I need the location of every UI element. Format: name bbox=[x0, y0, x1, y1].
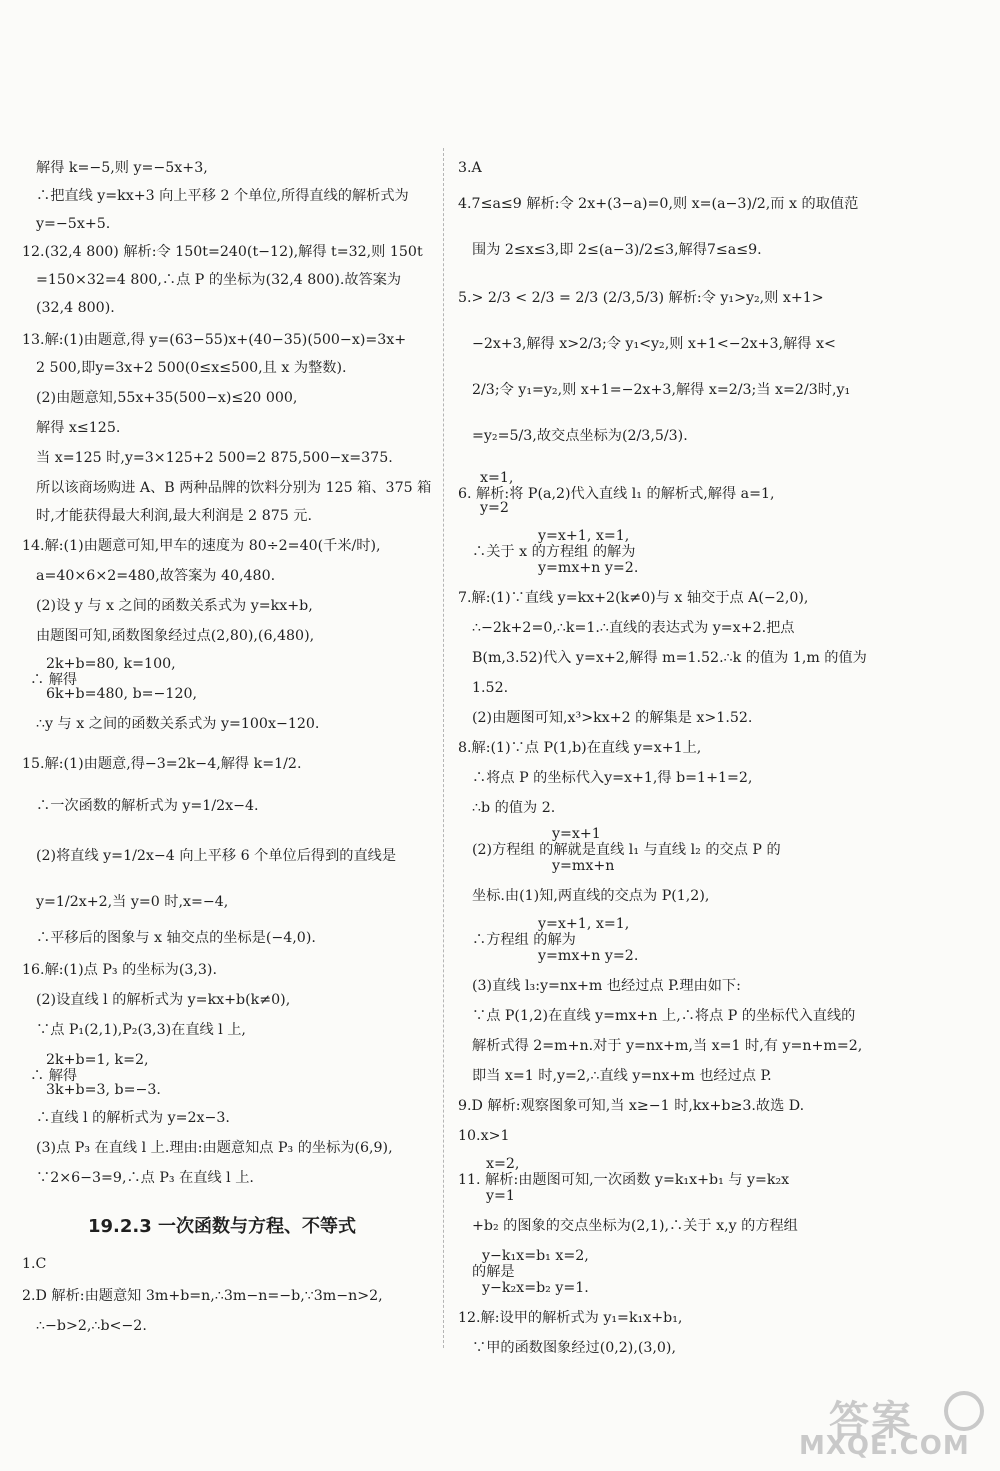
answer-line: 解析式得 2=m+n.对于 y=nx+m,当 x=1 时,有 y=n+m=2, bbox=[472, 1038, 863, 1054]
answer-line: y=−5x+5. bbox=[36, 216, 111, 232]
answer-line: 2 500,即y=3x+2 500(0≤x≤500,且 x 为整数). bbox=[36, 360, 347, 376]
section-heading: 19.2.3 一次函数与方程、不等式 bbox=[88, 1216, 357, 1237]
answer-line: y=x+1 bbox=[552, 826, 601, 842]
answer-line: ∴平移后的图象与 x 轴交点的坐标是(−4,0). bbox=[36, 930, 316, 946]
column-divider bbox=[443, 148, 444, 1348]
watermark-domain: MXQE.COM bbox=[799, 1431, 970, 1461]
answer-line: 4.7≤a≤9 解析:令 2x+(3−a)=0,则 x=(a−3)/2,而 x 的取值范 bbox=[458, 196, 859, 212]
answer-line: 11. 解析:由题图可知,一次函数 y=k₁x+b₁ 与 y=k₂x bbox=[458, 1172, 790, 1188]
answer-line: 2/3;令 y₁=y₂,则 x+1=−2x+3,解得 x=2/3;当 x=2/3时,y₁ bbox=[472, 382, 851, 398]
answer-line: 解得 x≤125. bbox=[36, 420, 121, 436]
answer-line: 1.52. bbox=[472, 680, 509, 696]
answer-line: ∴ 解得 bbox=[30, 1068, 78, 1084]
answer-line: (3)点 P₃ 在直线 l 上.理由:由题意知点 P₃ 的坐标为(6,9), bbox=[36, 1140, 393, 1156]
answer-line: −2x+3,解得 x>2/3;令 y₁<y₂,则 x+1<−2x+3,解得 x< bbox=[472, 336, 836, 352]
answer-line: y=x+1, x=1, bbox=[538, 916, 630, 932]
answer-line: 2k+b=80, k=100, bbox=[46, 656, 176, 672]
answer-line: =y₂=5/3,故交点坐标为(2/3,5/3). bbox=[472, 428, 688, 444]
answer-line: y=x+1, x=1, bbox=[538, 528, 630, 544]
answer-line: 8.解:(1)∵点 P(1,b)在直线 y=x+1上, bbox=[458, 740, 702, 756]
answer-line: 2k+b=1, k=2, bbox=[46, 1052, 149, 1068]
answer-line: 围为 2≤x≤3,即 2≤(a−3)/2≤3,解得7≤a≤9. bbox=[472, 242, 762, 258]
answer-line: y=1 bbox=[486, 1188, 515, 1204]
watermark-circle-icon bbox=[944, 1391, 984, 1431]
answer-line: ∴ 解得 bbox=[30, 672, 78, 688]
answer-line: y=mx+n y=2. bbox=[538, 948, 639, 964]
answer-line: ∵点 P₁(2,1),P₂(3,3)在直线 l 上, bbox=[36, 1022, 246, 1038]
answer-line: 的解是 bbox=[472, 1264, 515, 1280]
answer-line: (2)由题意知,55x+35(500−x)≤20 000, bbox=[36, 390, 298, 406]
answer-line: y−k₂x=b₂ y=1. bbox=[482, 1280, 589, 1296]
answer-line: B(m,3.52)代入 y=x+2,解得 m=1.52.∴k 的值为 1,m 的值为 bbox=[472, 650, 867, 666]
answer-line: 由题图可知,函数图象经过点(2,80),(6,480), bbox=[36, 628, 315, 644]
answer-line: y=1/2x+2,当 y=0 时,x=−4, bbox=[36, 894, 229, 910]
answer-line: ∴y 与 x 之间的函数关系式为 y=100x−120. bbox=[36, 716, 320, 732]
answer-line: x=2, bbox=[486, 1156, 520, 1172]
answer-line: ∴关于 x 的方程组 的解为 bbox=[472, 544, 636, 560]
watermark-text: 答案 bbox=[829, 1398, 913, 1444]
answer-line: ∵甲的函数图象经过(0,2),(3,0), bbox=[472, 1340, 676, 1356]
answer-line: ∵点 P(1,2)在直线 y=mx+n 上,∴将点 P 的坐标代入直线的 bbox=[472, 1008, 856, 1024]
answer-line: (32,4 800). bbox=[36, 300, 115, 316]
answer-line: =150×32=4 800,∴点 P 的坐标为(32,4 800).故答案为 bbox=[36, 272, 402, 288]
answer-line: (2)将直线 y=1/2x−4 向上平移 6 个单位后得到的直线是 bbox=[36, 848, 397, 864]
answer-line: (3)直线 l₃:y=nx+m 也经过点 P.理由如下: bbox=[472, 978, 741, 994]
answer-line: +b₂ 的图象的交点坐标为(2,1),∴关于 x,y 的方程组 bbox=[472, 1218, 798, 1234]
answer-line: 12.(32,4 800) 解析:令 150t=240(t−12),解得 t=32,则 150t bbox=[22, 244, 423, 260]
answer-line: 7.解:(1)∵直线 y=kx+2(k≠0)与 x 轴交于点 A(−2,0), bbox=[458, 590, 809, 606]
answer-line: y=mx+n bbox=[552, 858, 615, 874]
answer-line: 9.D 解析:观察图象可知,当 x≥−1 时,kx+b≥3.故选 D. bbox=[458, 1098, 805, 1114]
answer-line: ∴直线 l 的解析式为 y=2x−3. bbox=[36, 1110, 230, 1126]
answer-line: 坐标.由(1)知,两直线的交点为 P(1,2), bbox=[472, 888, 710, 904]
answer-line: 13.解:(1)由题意,得 y=(63−55)x+(40−35)(500−x)=3x+ bbox=[22, 332, 407, 348]
answer-line: 14.解:(1)由题意可知,甲车的速度为 80÷2=40(千米/时), bbox=[22, 538, 381, 554]
answer-line: (2)方程组 的解就是直线 l₁ 与直线 l₂ 的交点 P 的 bbox=[472, 842, 781, 858]
answer-line: 6. 解析:将 P(a,2)代入直线 l₁ 的解析式,解得 a=1, bbox=[458, 486, 775, 502]
answer-line: ∴把直线 y=kx+3 向上平移 2 个单位,所得直线的解析式为 bbox=[36, 188, 409, 204]
answer-line: 6k+b=480, b=−120, bbox=[46, 686, 198, 702]
watermark-logo bbox=[799, 1389, 984, 1461]
answer-line: ∴方程组 的解为 bbox=[472, 932, 576, 948]
answer-line: ∴−2k+2=0,∴k=1.∴直线的表达式为 y=x+2.把点 bbox=[472, 620, 795, 636]
answer-line: 3k+b=3, b=−3. bbox=[46, 1082, 161, 1098]
answer-line: 1.C bbox=[22, 1256, 47, 1272]
answer-line: (2)设 y 与 x 之间的函数关系式为 y=kx+b, bbox=[36, 598, 313, 614]
answer-line: 所以该商场购进 A、B 两种品牌的饮料分别为 125 箱、375 箱 bbox=[36, 480, 432, 496]
answer-line: y=2 bbox=[480, 500, 509, 516]
answer-line: ∵2×6−3=9,∴点 P₃ 在直线 l 上. bbox=[36, 1170, 254, 1186]
answer-line: 时,才能获得最大利润,最大利润是 2 875 元. bbox=[36, 508, 312, 524]
answer-line: 10.x>1 bbox=[458, 1128, 510, 1144]
answer-line: 15.解:(1)由题意,得−3=2k−4,解得 k=1/2. bbox=[22, 756, 302, 772]
answer-line: ∴b 的值为 2. bbox=[472, 800, 556, 816]
answer-line: (2)由题图可知,x³>kx+2 的解集是 x>1.52. bbox=[472, 710, 753, 726]
answer-line: ∴将点 P 的坐标代入y=x+1,得 b=1+1=2, bbox=[472, 770, 753, 786]
answer-line: (2)设直线 l 的解析式为 y=kx+b(k≠0), bbox=[36, 992, 291, 1008]
answer-line: 2.D 解析:由题意知 3m+b=n,∴3m−n=−b,∵3m−n>2, bbox=[22, 1288, 383, 1304]
answer-line: 解得 k=−5,则 y=−5x+3, bbox=[36, 160, 208, 176]
answer-line: ∴−b>2,∴b<−2. bbox=[36, 1318, 147, 1334]
answer-line: 3.A bbox=[458, 160, 482, 176]
answer-line: 即当 x=1 时,y=2,∴直线 y=nx+m 也经过点 P. bbox=[472, 1068, 772, 1084]
answer-line: ∴一次函数的解析式为 y=1/2x−4. bbox=[36, 798, 259, 814]
answer-line: 当 x=125 时,y=3×125+2 500=2 875,500−x=375. bbox=[36, 450, 393, 466]
answer-line: x=1, bbox=[480, 470, 514, 486]
answer-line: 16.解:(1)点 P₃ 的坐标为(3,3). bbox=[22, 962, 217, 978]
answer-line: y−k₁x=b₁ x=2, bbox=[482, 1248, 589, 1264]
answer-line: 5.> 2/3 < 2/3 = 2/3 (2/3,5/3) 解析:令 y₁>y₂,则 x+1> bbox=[458, 290, 824, 306]
answer-line: 12.解:设甲的解析式为 y₁=k₁x+b₁, bbox=[458, 1310, 683, 1326]
answer-line: a=40×6×2=480,故答案为 40,480. bbox=[36, 568, 276, 584]
answer-line: y=mx+n y=2. bbox=[538, 560, 639, 576]
